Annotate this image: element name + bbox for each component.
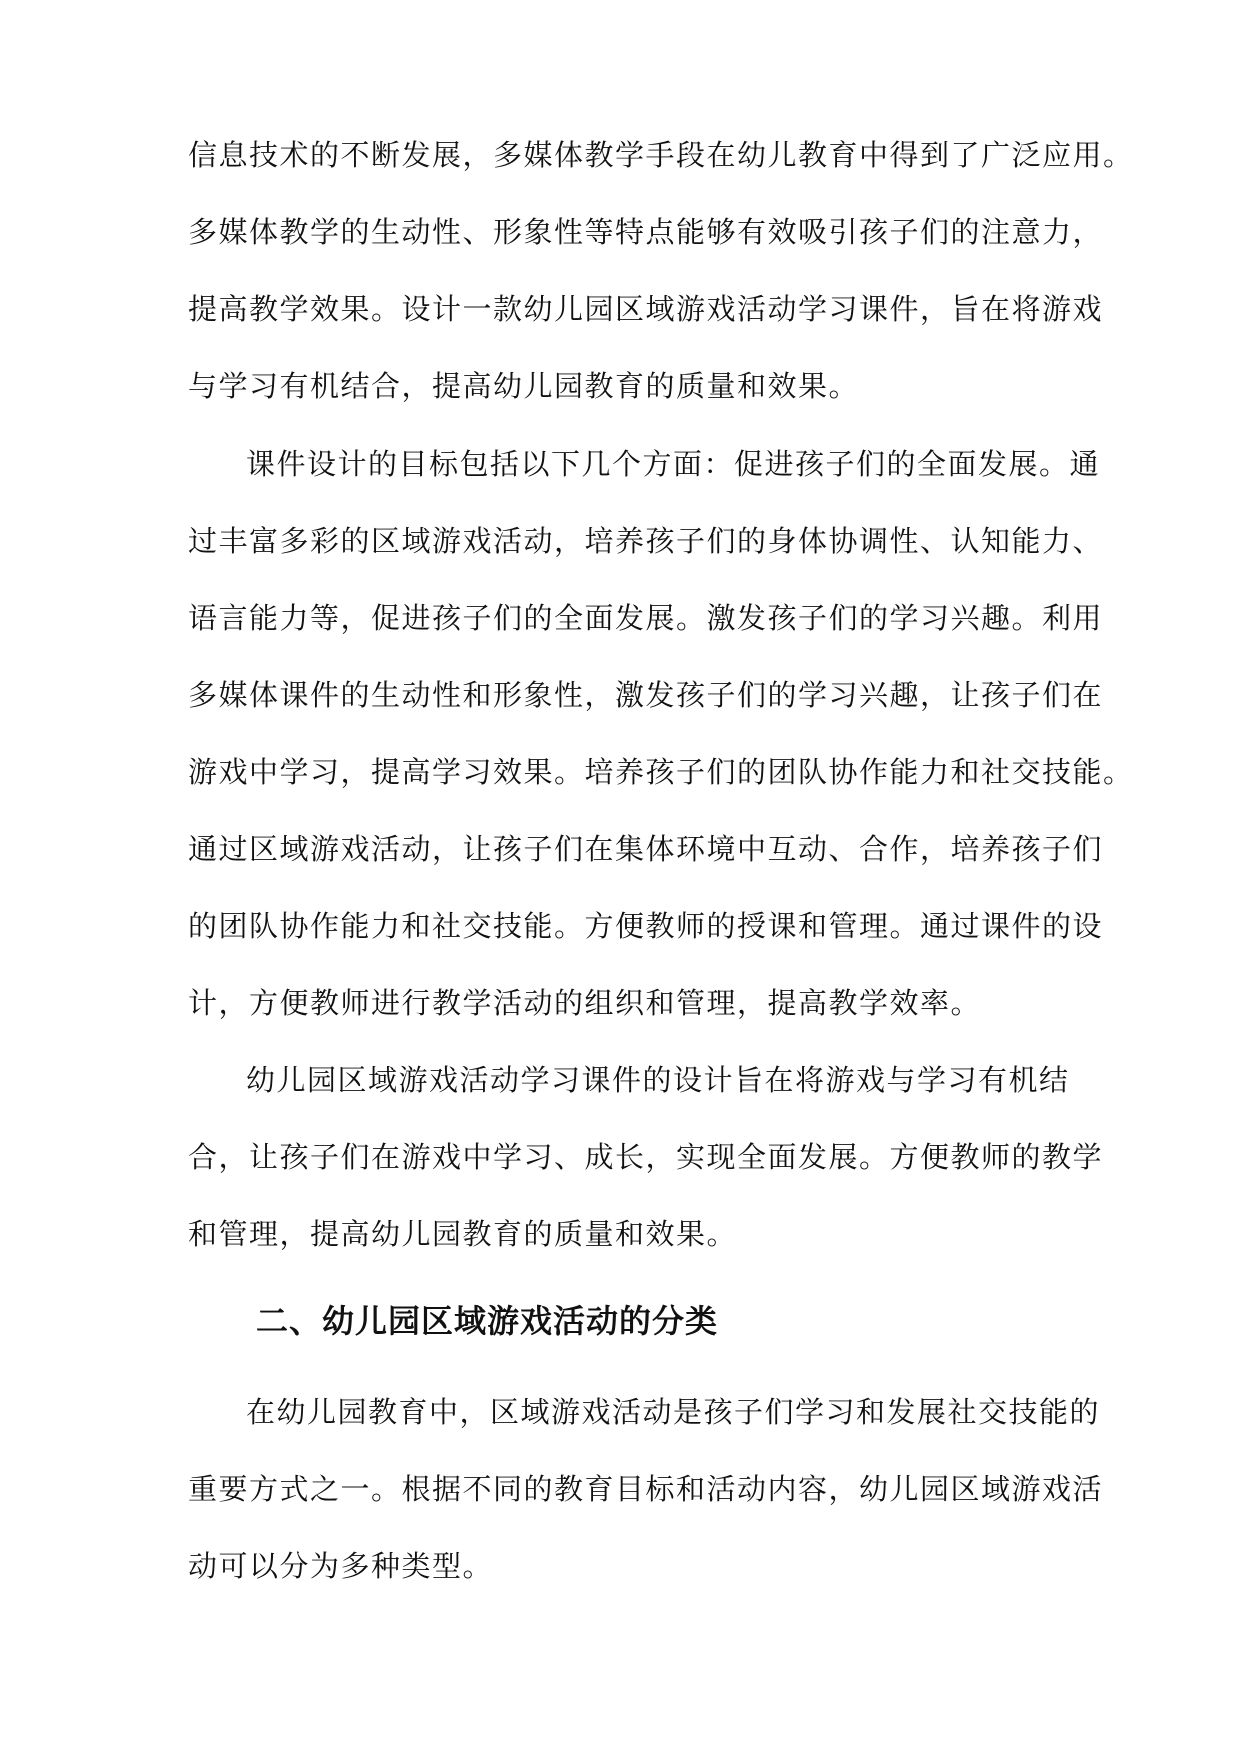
section-heading: 二、幼儿园区域游戏活动的分类	[256, 1302, 719, 1340]
paragraph-line: 与学习有机结合，提高幼儿园教育的质量和效果。	[188, 369, 860, 403]
paragraph-line: 重要方式之一。根据不同的教育目标和活动内容，幼儿园区域游戏活	[188, 1472, 1104, 1506]
paragraph-line: 和管理，提高幼儿园教育的质量和效果。	[188, 1217, 738, 1251]
paragraph-line: 语言能力等，促进孩子们的全面发展。激发孩子们的学习兴趣。利用	[188, 601, 1104, 635]
paragraph-line: 动可以分为多种类型。	[188, 1549, 494, 1583]
paragraph-line: 信息技术的不断发展，多媒体教学手段在幼儿教育中得到了广泛应用。	[188, 138, 1134, 172]
paragraph-line: 通过区域游戏活动，让孩子们在集体环境中互动、合作，培养孩子们	[188, 832, 1104, 866]
paragraph-line: 过丰富多彩的区域游戏活动，培养孩子们的身体协调性、认知能力、	[188, 524, 1104, 558]
paragraph-line: 提高教学效果。设计一款幼儿园区域游戏活动学习课件，旨在将游戏	[188, 292, 1104, 326]
paragraph-line: 课件设计的目标包括以下几个方面：促进孩子们的全面发展。通	[246, 447, 1101, 481]
paragraph-line: 幼儿园区域游戏活动学习课件的设计旨在将游戏与学习有机结	[246, 1063, 1070, 1097]
paragraph-line: 多媒体教学的生动性、形象性等特点能够有效吸引孩子们的注意力，	[188, 215, 1104, 249]
paragraph-line: 游戏中学习，提高学习效果。培养孩子们的团队协作能力和社交技能。	[188, 755, 1134, 789]
paragraph-line: 的团队协作能力和社交技能。方便教师的授课和管理。通过课件的设	[188, 909, 1104, 943]
paragraph-line: 在幼儿园教育中，区域游戏活动是孩子们学习和发展社交技能的	[246, 1395, 1101, 1429]
paragraph-line: 合，让孩子们在游戏中学习、成长，实现全面发展。方便教师的教学	[188, 1140, 1104, 1174]
paragraph-line: 计，方便教师进行教学活动的组织和管理，提高教学效率。	[188, 986, 982, 1020]
paragraph-line: 多媒体课件的生动性和形象性，激发孩子们的学习兴趣，让孩子们在	[188, 678, 1104, 712]
